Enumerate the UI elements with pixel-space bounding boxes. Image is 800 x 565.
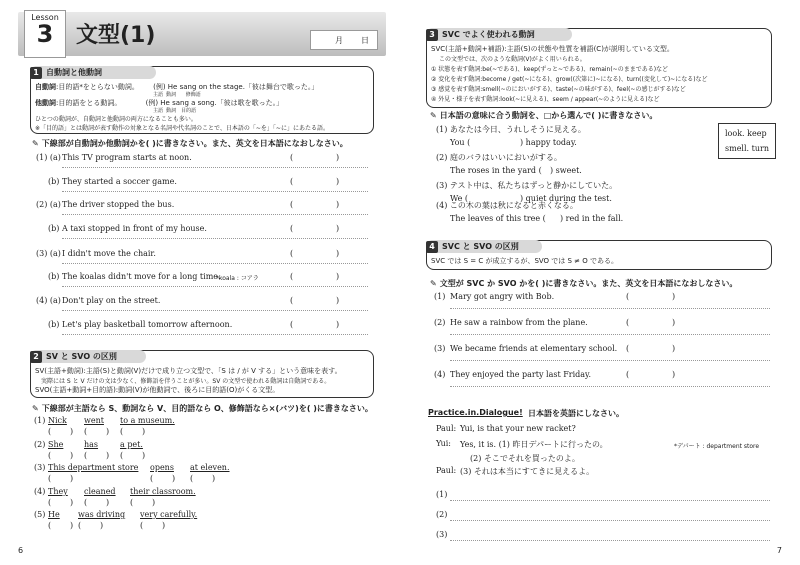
answer-line[interactable]: [62, 191, 368, 192]
question-sentence: They started a soccer game.: [62, 177, 177, 186]
koala-note: *koala : コアラ: [216, 275, 259, 282]
english-sentence-start: The roses in the yard (: [450, 166, 542, 175]
question-number: (2): [34, 440, 46, 449]
question-number: (1): [434, 292, 446, 301]
practice-instruction: 日本語を英語にしなさい。: [528, 409, 624, 418]
answer-number: (1): [436, 490, 448, 499]
answer-paren-open: (: [84, 451, 88, 460]
underlined-word: their classroom.: [130, 487, 196, 496]
answer-paren-open: (: [626, 292, 630, 301]
section2-line3: SVO(主語+動詞+目的語):動詞(V)が他動詞で、後ろに目的語(O)がくる文型。: [35, 386, 280, 394]
pencil-icon: ✎: [430, 111, 437, 120]
answer-paren-open: (: [84, 427, 88, 436]
section2-title: SV と SVO の区別: [46, 352, 117, 361]
pencil-icon: ✎: [32, 139, 39, 148]
section1-title: 自動詞と他動詞: [46, 68, 102, 77]
answer-paren-close: ): [672, 370, 676, 379]
answer-line[interactable]: [62, 310, 368, 311]
underlined-word: Nick: [48, 416, 67, 425]
question-number: (2): [434, 318, 446, 327]
underlined-word: at eleven.: [190, 463, 230, 472]
answer-line[interactable]: [62, 286, 368, 287]
word-choice-row1: look. keep: [725, 129, 767, 138]
pencil-icon: ✎: [32, 404, 39, 413]
underlined-word: was driving: [78, 510, 126, 519]
answer-paren-open: (: [290, 177, 294, 186]
answer-paren-close: ): [70, 521, 74, 530]
question-sentence: Don't play on the street.: [62, 296, 161, 305]
answer-line[interactable]: [450, 334, 770, 335]
pencil-icon: ✎: [430, 279, 437, 288]
underlined-word: to a museum.: [120, 416, 175, 425]
intransitive-text: :目的語*をとらない動詞。: [56, 83, 139, 91]
right-page: [400, 0, 800, 565]
intransitive-label: 自動詞: [35, 83, 56, 91]
section3-box: [426, 28, 772, 108]
answer-paren-close: ): [172, 474, 176, 483]
dialogue-line: Yui, is that your new racket?: [460, 424, 576, 433]
answer-line[interactable]: [62, 238, 368, 239]
underlined-word: went: [84, 416, 104, 425]
answer-paren-open: (: [290, 200, 294, 209]
question-number: (4): [34, 487, 46, 496]
question-number: (5): [34, 510, 46, 519]
answer-paren-open: (: [290, 224, 294, 233]
english-sentence-end: ) sweet.: [550, 166, 582, 175]
english-sentence-start: The leaves of this tree (: [450, 214, 546, 223]
underlined-word: a pet.: [120, 440, 143, 449]
date-box: [310, 30, 378, 50]
english-sentence-end: ) red in the fall.: [560, 214, 624, 223]
dialogue-speaker: Paul:: [436, 466, 457, 475]
transitive-label: 他動詞: [35, 99, 56, 107]
word-choice-box: [718, 123, 776, 159]
answer-paren-close: ): [70, 427, 74, 436]
section1-note1: ひとつの動詞が、自動詞と他動詞の両方になることも多い。: [35, 116, 197, 123]
lesson-title: 文型(1): [76, 23, 156, 48]
answer-line[interactable]: [450, 360, 770, 361]
answer-paren-open: (: [140, 521, 144, 530]
section1-note2: ※「目的語」とは動詞が表す動作の対象となる名詞や代名詞のことで、日本語の「~を」「~に」にあたる語。: [35, 125, 329, 132]
answer-paren-open: (: [78, 521, 82, 530]
question-number: (2) (a): [36, 200, 61, 209]
answer-paren-close: ): [672, 318, 676, 327]
section4-header: [426, 240, 542, 253]
japanese-sentence: (4) この木の葉は秋になると赤くなる。: [436, 201, 578, 210]
answer-paren-open: (: [290, 272, 294, 281]
answer-paren-close: ): [672, 344, 676, 353]
section3-number: 3: [426, 29, 438, 41]
underlined-word: cleaned: [84, 487, 116, 496]
answer-paren-close: ): [336, 296, 340, 305]
dialogue-line: (2) そこでそれを買ったのよ。: [470, 454, 580, 463]
question-number: (b): [48, 224, 60, 233]
answer-paren-close: ): [336, 200, 340, 209]
answer-line[interactable]: [62, 214, 368, 215]
question-number: (1): [34, 416, 46, 425]
exercise1-instruction: ✎ 下線部が自動詞か他動詞かを( )に書きなさい。また、英文を日本語になおしなさい。: [32, 139, 348, 148]
question-number: (1) (a): [36, 153, 61, 162]
question-sentence: They enjoyed the party last Friday.: [450, 370, 592, 379]
section3-intro1: SVC(主語+動詞+補語):主語(S)の状態や性質を補語(C)が説明している文型。: [431, 45, 674, 53]
question-sentence: He saw a rainbow from the plane.: [450, 318, 588, 327]
answer-paren-open: (: [48, 427, 52, 436]
underlined-word: He: [48, 510, 60, 519]
page-number-left: 6: [18, 546, 24, 555]
answer-paren-close: ): [70, 498, 74, 507]
question-sentence: A taxi stopped in front of my house.: [62, 224, 207, 233]
section1-header: [30, 66, 156, 79]
answer-paren-open: (: [84, 498, 88, 507]
japanese-sentence: (3) テスト中は、私たちはずっと静かにしていた。: [436, 181, 618, 190]
answer-paren-open: (: [290, 249, 294, 258]
question-sentence: Let's play basketball tomorrow afternoon.: [62, 320, 233, 329]
answer-paren-close: ): [336, 320, 340, 329]
underlined-word: opens: [150, 463, 174, 472]
answer-paren-open: (: [150, 474, 154, 483]
answer-line[interactable]: [450, 386, 770, 387]
exercise2-instruction: ✎ 下線部が主語なら S、動詞なら V、目的語なら O、修飾語なら×(バツ)を( )に書きなさい。: [32, 404, 373, 413]
answer-paren-open: (: [48, 498, 52, 507]
underlined-word: She: [48, 440, 64, 449]
question-number: (4) (a): [36, 296, 61, 305]
lesson-badge: [24, 10, 66, 58]
answer-paren-close: ): [106, 451, 110, 460]
answer-paren-close: ): [100, 521, 104, 530]
answer-paren-close: ): [336, 177, 340, 186]
transitive-example: (例) He sang a song.「彼は歌を歌った。」: [145, 99, 284, 107]
underlined-word: They: [48, 487, 68, 496]
answer-paren-close: ): [336, 249, 340, 258]
answer-line[interactable]: [450, 500, 770, 501]
lesson-number: 3: [36, 20, 54, 48]
section4-text: SVC では S = C が成立するが、SVO では S ≠ O である。: [431, 257, 619, 265]
dialogue-speaker: Yui:: [436, 439, 451, 448]
answer-paren-open: (: [48, 474, 52, 483]
answer-paren-open: (: [626, 344, 630, 353]
svc-verb-group: ④ 外見・様子を表す動詞:look(~に見える)、seem / appear(~のように見える)など: [431, 96, 660, 103]
date-day: 日: [361, 36, 369, 45]
date-month: 月: [335, 36, 343, 45]
question-sentence: The koalas didn't move for a long time.: [62, 272, 221, 281]
question-number: (b): [48, 320, 60, 329]
question-number: (3): [34, 463, 46, 472]
section3-header: [426, 28, 572, 41]
japanese-sentence: (1) あなたは今日、うれしそうに見える。: [436, 125, 586, 134]
answer-paren-open: (: [290, 320, 294, 329]
lesson-word: Lesson: [31, 13, 59, 22]
question-sentence: I didn't move the chair.: [62, 249, 156, 258]
svc-verb-group: ① 状態を表す動詞:be(~である)、keep(ずっと~である)、remain(~のままである)など: [431, 66, 669, 73]
english-sentence-end: ) happy today.: [520, 138, 577, 147]
underlined-word: This department store: [48, 463, 139, 472]
answer-line[interactable]: [62, 263, 368, 264]
section4-title: SVC と SVO の区別: [442, 242, 519, 251]
section3-intro2: この文型では、次のような動詞(V)がよく用いられる。: [439, 56, 586, 63]
answer-paren-open: (: [48, 451, 52, 460]
transitive-sub: 主語 動詞 目的語: [153, 108, 196, 114]
question-number: (3) (a): [36, 249, 61, 258]
answer-paren-close: ): [672, 292, 676, 301]
question-sentence: We became friends at elementary school.: [450, 344, 618, 353]
section1-number: 1: [30, 67, 42, 79]
english-sentence-start: You (: [450, 138, 471, 147]
answer-paren-open: (: [626, 370, 630, 379]
underlined-word: has: [84, 440, 99, 449]
section1-box: [30, 66, 374, 134]
svc-verb-group: ③ 感覚を表す動詞:smell(~のにおいがする)、taste(~の味がする)、feel(~の感じがする)など: [431, 86, 686, 93]
japanese-sentence: (2) 庭のバラはいいにおいがする。: [436, 153, 562, 162]
dialogue-line: Yes, it is. (1) 昨日デパートに行ったの。: [460, 440, 608, 449]
answer-paren-close: ): [106, 427, 110, 436]
exercise3-instruction: ✎ 日本語の意味に合う動詞を、□から選んで( )に書きなさい。: [430, 111, 658, 120]
answer-paren-close: ): [106, 498, 110, 507]
answer-paren-close: ): [336, 224, 340, 233]
answer-line[interactable]: [62, 334, 368, 335]
section4-number: 4: [426, 241, 438, 253]
answer-line[interactable]: [62, 167, 368, 168]
practice-label: Practice.in.Dialogue!: [428, 408, 523, 417]
section2-box: [30, 350, 374, 398]
answer-paren-open: (: [130, 498, 134, 507]
answer-paren-close: ): [70, 474, 74, 483]
intransitive-example: (例) He sang on the stage.「彼は舞台で歌った。」: [153, 83, 319, 91]
question-sentence: The driver stopped the bus.: [62, 200, 175, 209]
answer-paren-open: (: [48, 521, 52, 530]
answer-paren-close: ): [336, 153, 340, 162]
dialogue-speaker: Paul:: [436, 424, 457, 433]
answer-paren-close: ): [336, 272, 340, 281]
answer-paren-open: (: [120, 427, 124, 436]
section2-line2: 実際には S と V だけの文は少なく、修飾語を伴うことが多い。SV の文型で使われる動詞は自動詞である。: [41, 378, 331, 385]
answer-line[interactable]: [450, 540, 770, 541]
intransitive-sub: 主語 動詞 修飾語: [153, 92, 201, 98]
english-sentence-end: ) quiet during the test.: [520, 194, 612, 203]
answer-paren-close: ): [152, 498, 156, 507]
answer-paren-close: ): [142, 427, 146, 436]
question-number: (4): [434, 370, 446, 379]
english-sentence-start: We (: [450, 194, 468, 203]
answer-paren-open: (: [290, 296, 294, 305]
section3-title: SVC でよく使われる動詞: [442, 30, 535, 39]
answer-paren-close: ): [212, 474, 216, 483]
dialogue-line: (3) それは本当にすてきに見えるよ。: [460, 467, 595, 476]
underlined-word: very carefully.: [140, 510, 198, 519]
answer-paren-close: ): [142, 451, 146, 460]
section2-header: [30, 350, 146, 363]
question-sentence: Mary got angry with Bob.: [450, 292, 555, 301]
word-choice-row2: smell. turn: [725, 144, 769, 153]
question-number: (b): [48, 177, 60, 186]
answer-number: (2): [436, 510, 448, 519]
answer-paren-close: ): [162, 521, 166, 530]
transitive-text: :目的語をとる動詞。: [56, 99, 122, 107]
department-store-note: *デパート : department store: [674, 443, 760, 450]
exercise4-instruction: ✎ 文型が SVC か SVO かを( )に書きなさい。また、英文を日本語になおしなさい。: [430, 279, 738, 288]
question-number: (b): [48, 272, 60, 281]
answer-paren-open: (: [120, 451, 124, 460]
answer-number: (3): [436, 530, 448, 539]
answer-paren-open: (: [190, 474, 194, 483]
answer-line[interactable]: [450, 520, 770, 521]
answer-paren-close: ): [70, 451, 74, 460]
svc-verb-group: ② 変化を表す動詞:become / get(~になる)、grow((次第に)~になる)、turn((変化して)~になる)など: [431, 76, 708, 83]
section2-number: 2: [30, 351, 42, 363]
section4-box: [426, 240, 772, 270]
answer-line[interactable]: [450, 308, 770, 309]
question-sentence: This TV program starts at noon.: [62, 153, 192, 162]
section2-line1: SV(主語+動詞):主語(S)と動詞(V)だけで成り立つ文型で、「S は / が V する」という意味を表す。: [35, 367, 342, 375]
question-number: (3): [434, 344, 446, 353]
answer-paren-open: (: [626, 318, 630, 327]
answer-paren-open: (: [290, 153, 294, 162]
page-number-right: 7: [776, 546, 782, 555]
